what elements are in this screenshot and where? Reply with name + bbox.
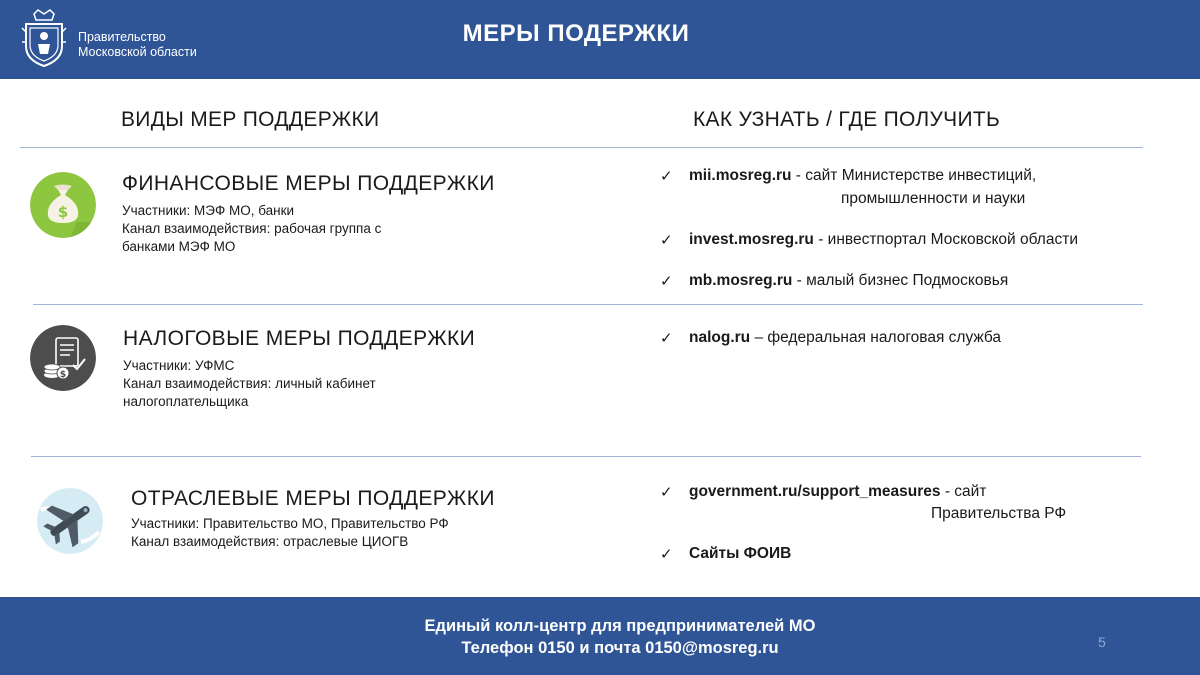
left-column-heading: ВИДЫ МЕР ПОДДЕРЖКИ — [121, 108, 380, 131]
tax-channel-cont: налогоплательщика — [123, 394, 249, 409]
sectoral-measures-details — [131, 515, 449, 551]
contact-line: Телефон 0150 и почта 0150@mosreg.ru — [461, 639, 779, 657]
link-item-mii[interactable] — [689, 167, 1036, 185]
checkmark-icon: ✓ — [660, 330, 673, 347]
link-site[interactable]: invest.mosreg.ru — [689, 231, 814, 248]
tax-measures-details — [123, 357, 376, 411]
link-site[interactable]: Сайты ФОИВ — [689, 545, 792, 562]
divider-top — [20, 147, 1143, 148]
financial-channel-cont: банками МЭФ МО — [122, 239, 236, 254]
checkmark-icon: ✓ — [660, 546, 673, 563]
call-center-line: Единый колл-центр для предпринимателей МО — [424, 617, 816, 635]
tax-participants: Участники: УФМС — [123, 358, 235, 373]
checkmark-icon: ✓ — [660, 168, 673, 185]
link-desc: - малый бизнес Подмосковья — [792, 272, 1009, 289]
link-site[interactable]: mb.mosreg.ru — [689, 272, 793, 289]
sectoral-participants: Участники: Правительство МО, Правительство РФ — [131, 516, 449, 531]
link-desc: - инвестпортал Московской области — [813, 231, 1078, 248]
page-title: МЕРЫ ПОДЕРЖКИ — [462, 20, 690, 47]
checkmark-icon: ✓ — [660, 232, 673, 249]
link-item-nalog[interactable] — [689, 329, 1001, 347]
checkmark-icon: ✓ — [660, 273, 673, 290]
divider-middle — [33, 304, 1143, 305]
svg-text:$: $ — [59, 370, 67, 380]
link-desc: - сайт — [940, 483, 987, 500]
footer-bar — [0, 597, 1200, 675]
link-desc: – федеральная налоговая служба — [750, 329, 1002, 346]
org-line-2: Московской области — [78, 45, 197, 59]
link-desc: - сайт Министерстве инвестиций, — [791, 167, 1037, 184]
header-bar — [0, 0, 1200, 79]
sectoral-measures-title: ОТРАСЛЕВЫЕ МЕРЫ ПОДДЕРЖКИ — [131, 487, 495, 510]
svg-text:$: $ — [57, 203, 69, 221]
link-site[interactable]: government.ru/support_measures — [689, 483, 941, 500]
financial-channel: Канал взаимодействия: рабочая группа с — [122, 221, 382, 236]
airplane-icon — [37, 488, 103, 554]
link-desc-cont: Правительства РФ — [931, 505, 1067, 522]
financial-measures-details — [122, 202, 381, 256]
link-site[interactable]: nalog.ru — [689, 329, 751, 346]
sectoral-channel: Канал взаимодействия: отраслевые ЦИОГВ — [131, 534, 409, 549]
link-desc-cont: промышленности и науки — [841, 190, 1026, 207]
checkmark-icon: ✓ — [660, 484, 673, 501]
org-line-1: Правительство — [78, 30, 166, 44]
financial-participants: Участники: МЭФ МО, банки — [122, 203, 295, 218]
link-site[interactable]: mii.mosreg.ru — [689, 167, 792, 184]
tax-measures-title: НАЛОГОВЫЕ МЕРЫ ПОДДЕРЖКИ — [123, 327, 476, 350]
financial-measures-title: ФИНАНСОВЫЕ МЕРЫ ПОДДЕРЖКИ — [122, 172, 495, 195]
divider-bottom — [31, 456, 1141, 457]
right-column-heading: КАК УЗНАТЬ / ГДЕ ПОЛУЧИТЬ — [693, 108, 1001, 131]
tax-channel: Канал взаимодействия: личный кабинет — [123, 376, 376, 391]
money-bag-icon — [30, 172, 96, 238]
link-item-invest[interactable] — [689, 231, 1078, 249]
link-item-mb[interactable] — [689, 272, 1008, 290]
link-item-foiv[interactable] — [689, 545, 791, 563]
tax-document-coins-icon — [30, 325, 96, 391]
page-number: 5 — [1098, 634, 1106, 650]
link-item-government[interactable] — [689, 483, 986, 501]
